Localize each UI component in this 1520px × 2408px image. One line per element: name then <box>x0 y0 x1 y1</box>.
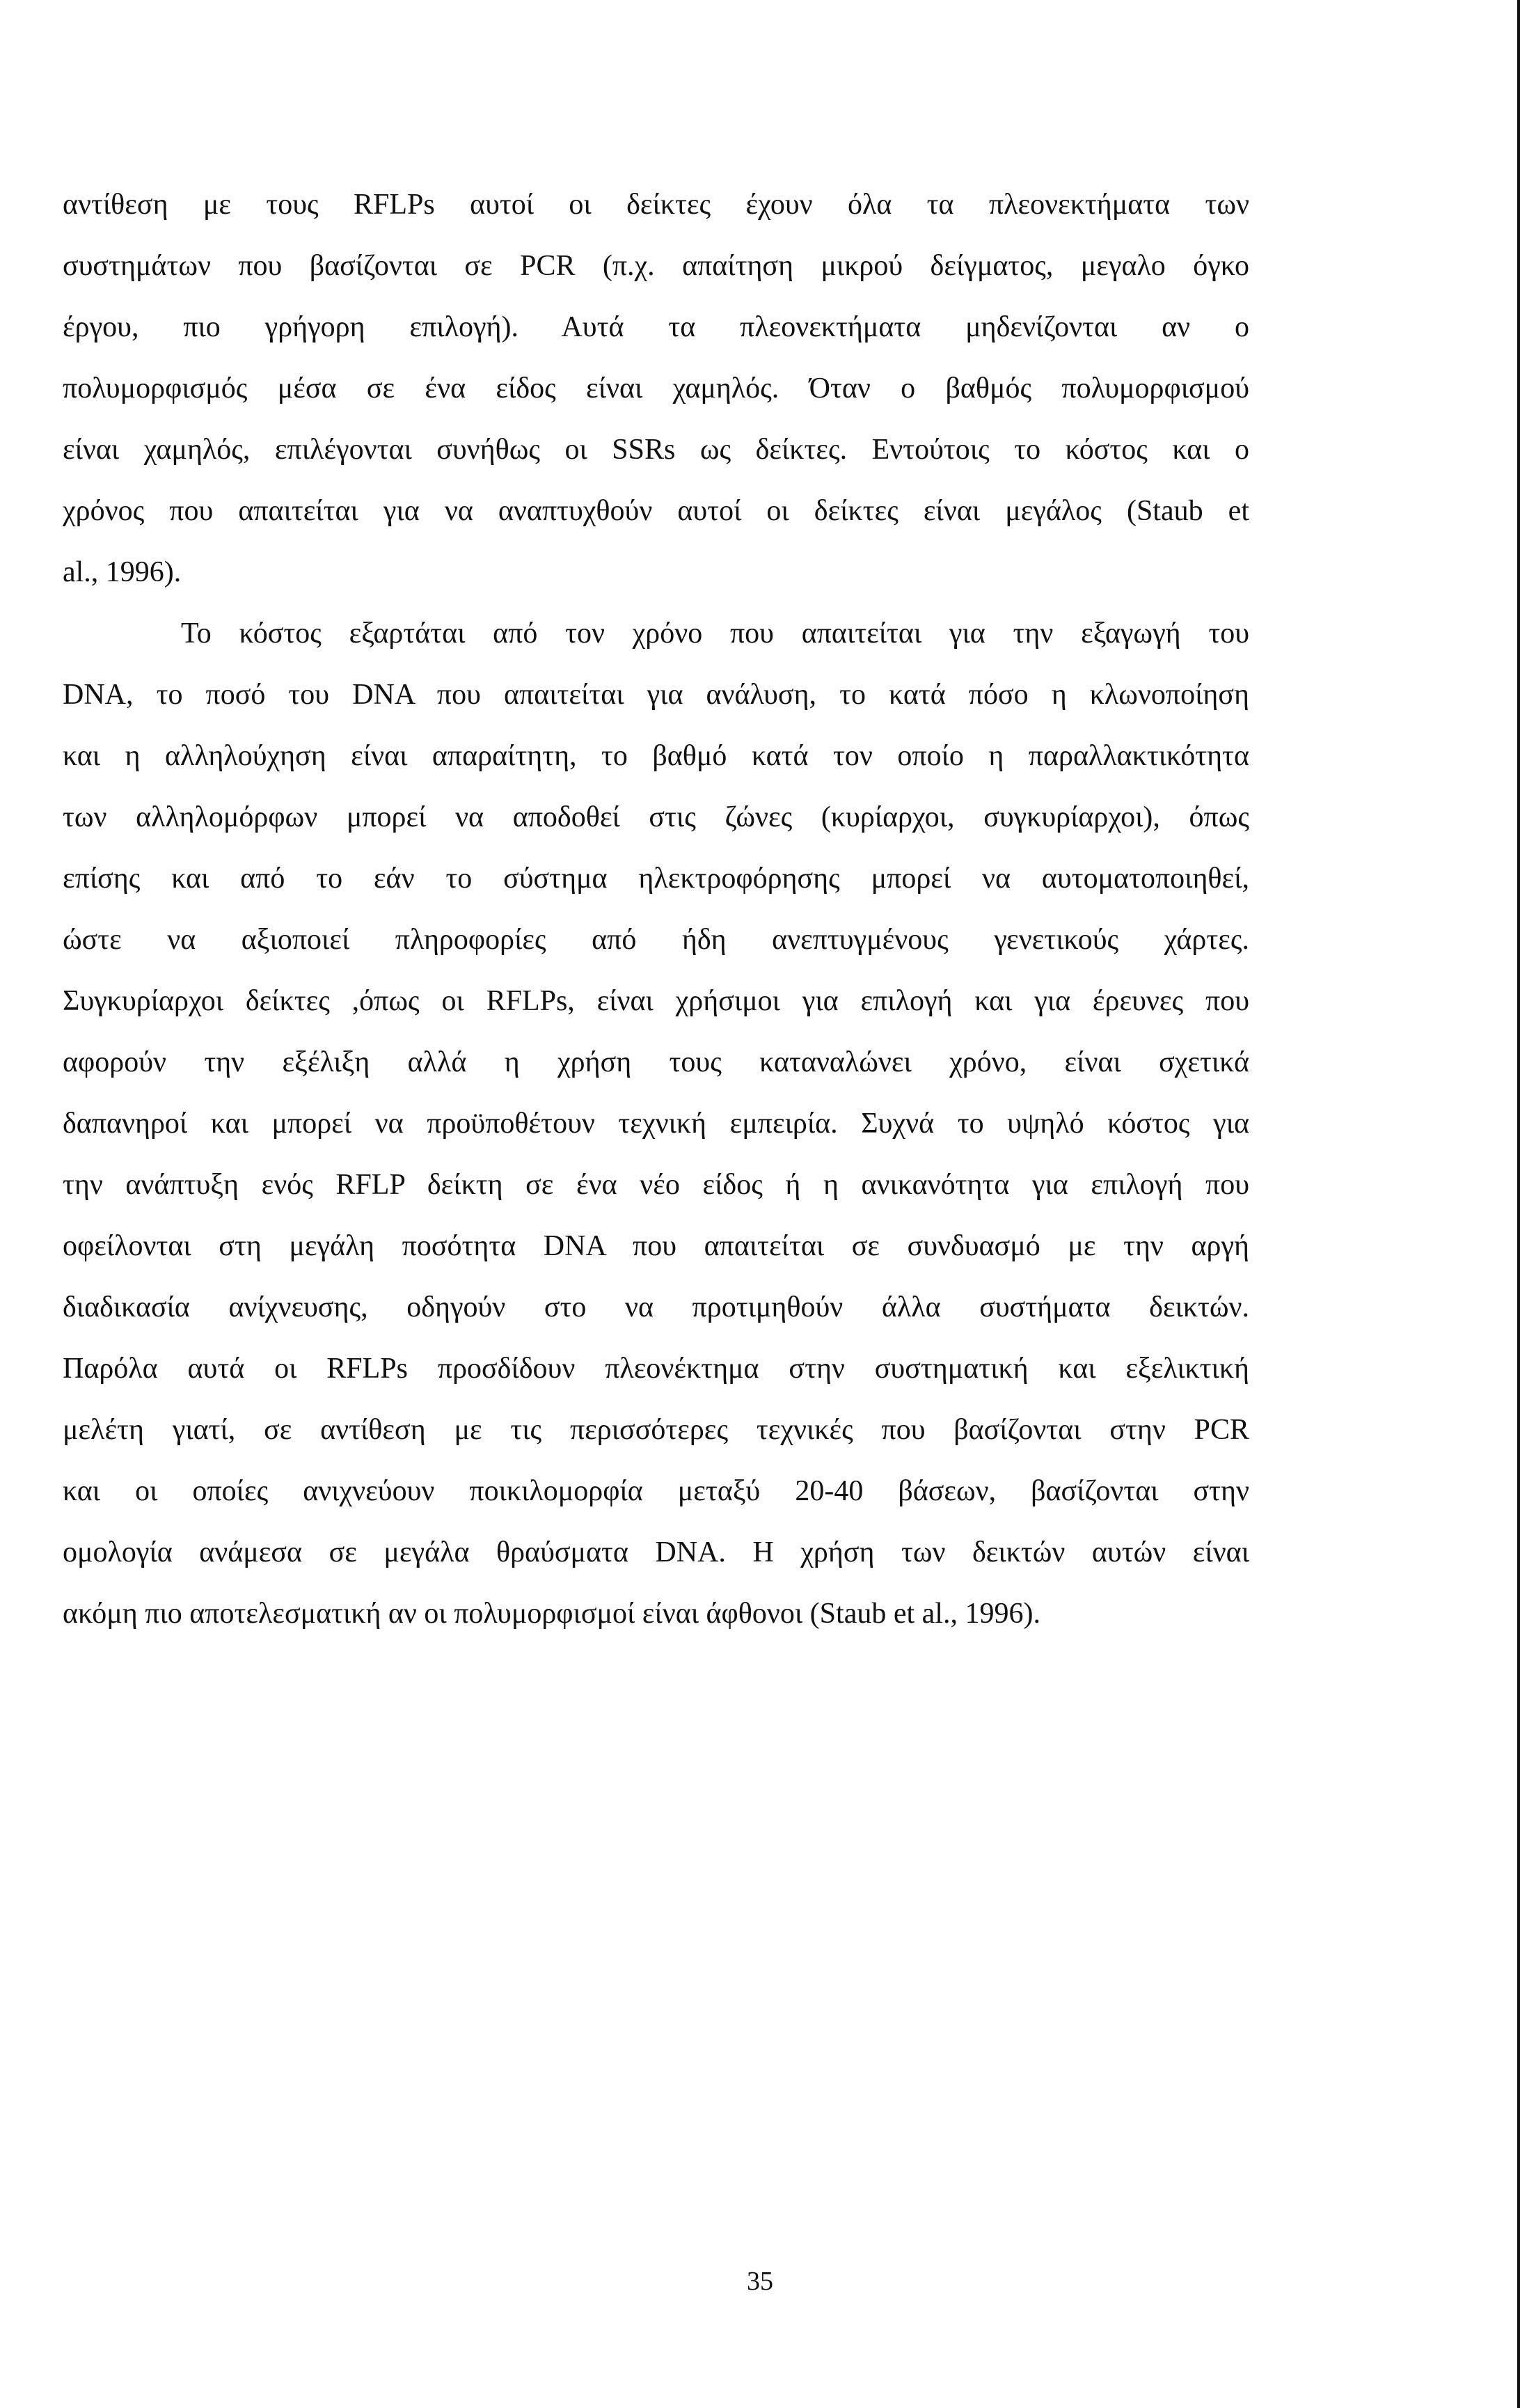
text-line: είναι χαμηλός, επιλέγονται συνήθως οι SSRs ως δείκτες. Εντούτοις το κόστος και ο <box>63 434 1249 466</box>
text-line: την ανάπτυξη ενός RFLP δείκτη σε ένα νέο είδος ή η ανικανότητα για επιλογή που <box>63 1169 1249 1201</box>
text-line: Παρόλα αυτά οι RFLPs προσδίδουν πλεονέκτημα στην συστηματική και εξελικτική <box>63 1353 1249 1385</box>
text-line: ακόμη πιο αποτελεσματική αν οι πολυμορφισμοί είναι άφθονοι (Staub et al., 1996). <box>63 1598 1040 1630</box>
body-text <box>63 174 1249 1644</box>
paragraph-first-line: Το κόστος εξαρτάται από τον χρόνο που απαιτείται για την εξαγωγή του <box>181 617 1249 650</box>
text-line: αφορούν την εξέλιξη αλλά η χρήση τους καταναλώνει χρόνο, είναι σχετικά <box>63 1046 1249 1078</box>
text-line: Συγκυρίαρχοι δείκτες ,όπως οι RFLPs, είναι χρήσιμοι για επιλογή και για έρευνες που <box>63 985 1249 1017</box>
text-line: ομολογία ανάμεσα σε μεγάλα θραύσματα DNA. Η χρήση των δεικτών αυτών είναι <box>63 1536 1249 1568</box>
text-line: οφείλονται στη μεγάλη ποσότητα DNA που απαιτείται σε συνδυασμό με την αργή <box>63 1230 1249 1262</box>
text-line: αντίθεση με τους RFLPs αυτοί οι δείκτες έχουν όλα τα πλεονεκτήματα των <box>63 189 1249 221</box>
text-line: πολυμορφισμός μέσα σε ένα είδος είναι χαμηλός. Όταν ο βαθμός πολυμορφισμού <box>63 372 1249 404</box>
text-line: επίσης και από το εάν το σύστημα ηλεκτροφόρησης μπορεί να αυτοματοποιηθεί, <box>63 863 1249 895</box>
text-line: διαδικασία ανίχνευσης, οδηγούν στο να προτιμηθούν άλλα συστήματα δεικτών. <box>63 1291 1249 1323</box>
text-line: DNA, το ποσό του DNA που απαιτείται για ανάλυση, το κατά πόσο η κλωνοποίηση <box>63 679 1249 711</box>
text-line: χρόνος που απαιτείται για να αναπτυχθούν αυτοί οι δείκτες είναι μεγάλος (Staub et <box>63 495 1249 527</box>
text-line: των αλληλομόρφων μπορεί να αποδοθεί στις ζώνες (κυρίαρχοι, συγκυρίαρχοι), όπως <box>63 801 1249 833</box>
text-line: συστημάτων που βασίζονται σε PCR (π.χ. απαίτηση μικρού δείγματος, μεγαλο όγκο <box>63 250 1249 282</box>
text-line: ώστε να αξιοποιεί πληροφορίες από ήδη ανεπτυγμένους γενετικούς χάρτες. <box>63 924 1249 956</box>
scan-edge-border <box>1517 0 1520 2408</box>
text-line: al., 1996). <box>63 556 182 588</box>
text-line: μελέτη γιατί, σε αντίθεση με τις περισσότερες τεχνικές που βασίζονται στην PCR <box>63 1414 1249 1446</box>
text-line: δαπανηροί και μπορεί να προϋποθέτουν τεχνική εμπειρία. Συχνά το υψηλό κόστος για <box>63 1108 1249 1140</box>
text-line: και η αλληλούχηση είναι απαραίτητη, το βαθμό κατά τον οποίο η παραλλακτικότητα <box>63 740 1249 772</box>
page-number: 35 <box>747 2267 773 2296</box>
text-line: έργου, πιο γρήγορη επιλογή). Αυτά τα πλεονεκτήματα μηδενίζονται αν ο <box>63 311 1249 343</box>
text-line: και οι οποίες ανιχνεύουν ποικιλομορφία μεταξύ 20-40 βάσεων, βασίζονται στην <box>63 1475 1249 1507</box>
